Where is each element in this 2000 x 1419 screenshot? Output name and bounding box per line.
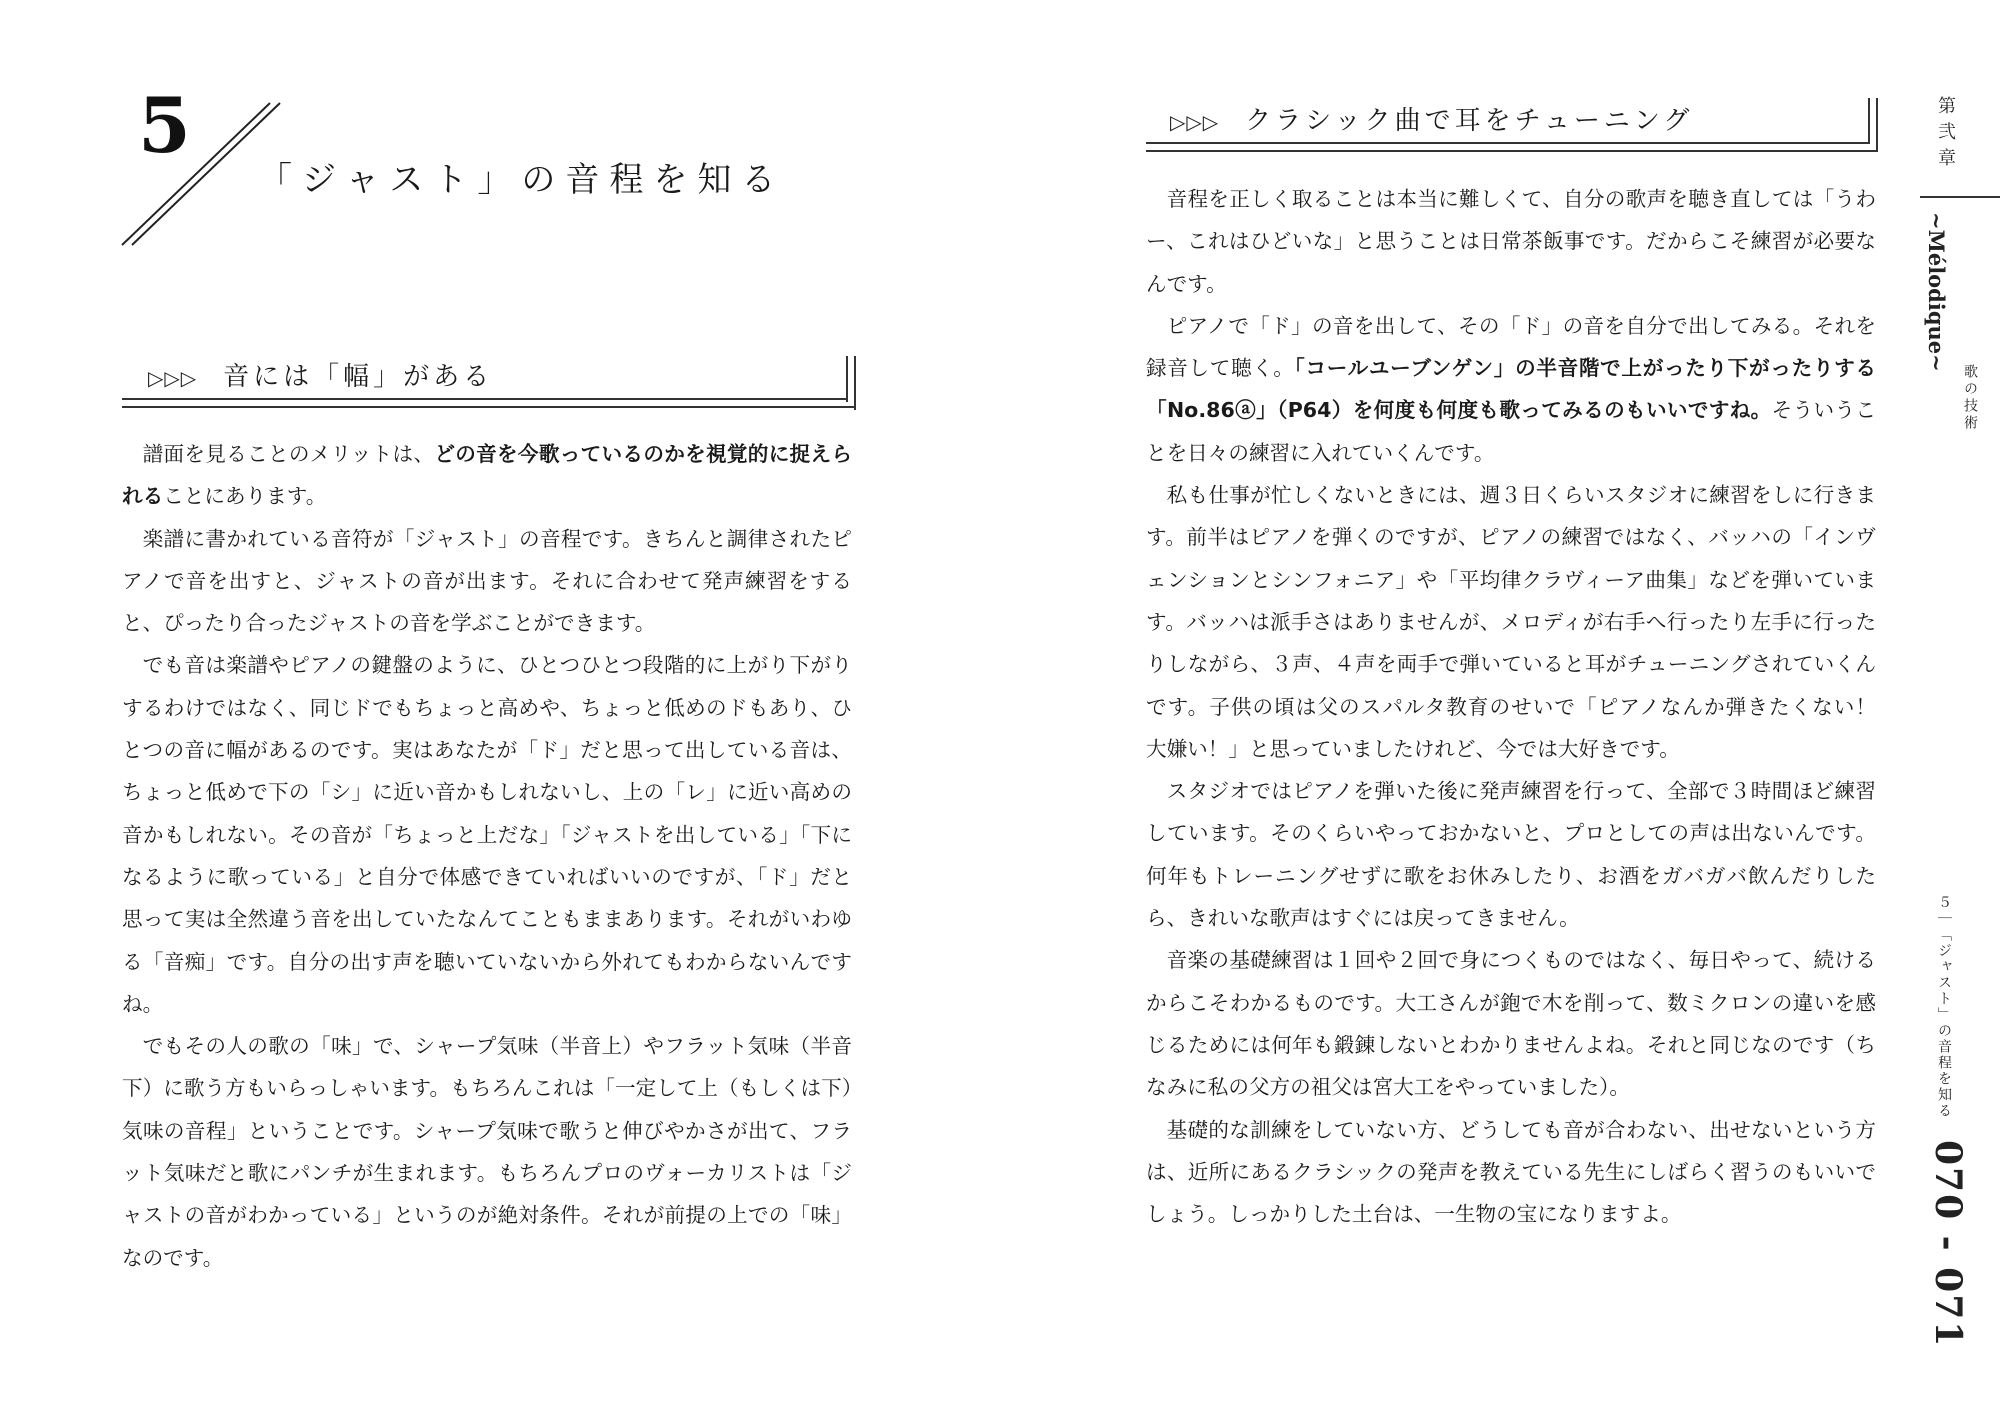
paragraph: 楽譜に書かれている音符が「ジャスト」の音程です。きちんと調律されたピアノで音を出すと、ジャストの音が出ます。それに合わせて発声練習をすると、ぴったり合ったジャストの音を学ぶことができます。 [122,526,852,636]
paragraph: 譜面を見ることのメリットは、どの音を今歌っているのかを視覚的に捉えられることにあります。 [122,442,852,509]
chapter-label: 第弐章 [1935,96,1956,174]
right-body-text [1146,178,1897,1235]
left-body-text [122,433,852,1279]
part-subtitle: ~Mélodique~ [1924,212,1949,372]
section-title: クラシック曲で耳をチューニング [1245,106,1694,136]
section-frame-line [1876,98,1878,152]
section-frame-line [846,356,848,402]
triple-arrow-icon: ▷▷▷ [148,366,198,390]
paragraph: スタジオではピアノを弾いた後に発声練習を行って、全部で３時間ほど練習しています。そのくらいやっておかないと、プロとしての声は出ないんです。何年もトレーニングせずに歌をお休みしたり、お酒をガバガバ飲んだりしたら、きれいな歌声はすぐには戻ってきません。 [1146,779,1876,931]
paragraph: 基礎的な訓練をしていない方、どうしても音が合わない、出せないという方は、近所にあるクラシックの発声を教えている先生にしばらく習うのもいいでしょう。しっかりした土台は、一生物の宝になりますよ。 [1146,1117,1876,1227]
section-frame-line [122,398,848,400]
page-numbers: 070 - 071 [1927,1140,1969,1349]
running-section-title: ５｜「ジャスト」の音程を知る [1936,895,1952,1119]
paragraph: 音程を正しく取ることは本当に難しくて、自分の歌声を聴き直しては「うわー、これはひどいな」と思うことは日常茶飯事です。だからこそ練習が必要なんです。 [1146,187,1876,296]
chapter-title: 「ジャスト」の音程を知る [258,160,786,200]
paragraph: 音楽の基礎練習は１回や２回で身につくものではなく、毎日やって、続けるからこそわかるものです。大工さんが鉋で木を削って、数ミクロンの違いを感じるためには何年も鍛錬しないとわかりませんよね。それと同じなのです（ちなみに私の父方の祖父は宮大工をやっていました）。 [1146,948,1876,1100]
section-title: 音には「幅」がある [223,362,494,392]
chapter-number: 5 [138,81,191,170]
paragraph: 私も仕事が忙しくないときには、週３日くらいスタジオに練習をしに行きます。前半はピアノを弾くのですが、ピアノの練習ではなく、バッハの「インヴェンションとシンフォニア」や「平均律クラヴィーア曲集」などを弾いています。バッハは派手さはありませんが、メロディが右手へ行ったり左手に行ったりしながら、３声、４声を両手で弾いていると耳がチューニングされていくんです。子供の頃は父のスパルタ教育のせいで「ピアノなんか弾きたくない！ 大嫌い！」と思っていましたけれど、今では大好きです。 [1146,483,1897,761]
triple-arrow-icon: ▷▷▷ [1170,110,1220,134]
paragraph: ピアノで「ド」の音を出して、その「ド」の音を自分で出してみる。それを録音して聴く。「コールユーブンゲン」の半音階で上がったり下がったりする「No.86ⓐ」（P64）を何度も何度も歌ってみるのもいいですね。そういうことを日々の練習に入れていくんです。 [1146,313,1876,465]
section-frame-line [1146,142,1870,144]
paragraph: でも音は楽譜やピアノの鍵盤のように、ひとつひとつ段階的に上がり下がりするわけではなく、同じドでもちょっと高めや、ちょっと低めのドもあり、ひとつの音に幅があるのです。実はあなたが「ド」だと思って出している音は、ちょっと低めで下の「シ」に近い音かもしれないし、上の「レ」に近い高めの音かもしれない。その音が「ちょっと上だな」「ジャストを出している」「下になるように歌っている」と自分で体感できていればいいのですが、「ド」だと思って実は全然違う音を出していたなんてこともままあります。それがいわゆる「音痴」です。自分の出す声を聴いていないから外れてもわからないんですね。 [122,653,852,1016]
part-subtitle-jp: 歌の技術 [1962,364,1978,432]
margin-divider [1920,196,2000,198]
section-frame-line [1868,98,1870,144]
section-frame-line [854,356,856,410]
section-frame-line [122,406,856,408]
right-section-heading [1170,100,1693,137]
section-frame-line [1146,150,1878,152]
left-section-heading [148,356,493,393]
paragraph: でもその人の歌の「味」で、シャープ気味（半音上）やフラット気味（半音下）に歌う方もいらっしゃいます。もちろんこれは「一定して上（もしくは下）気味の音程」ということです。シャープ気味で歌うと伸びやかさが出て、フラット気味だと歌にパンチが生まれます。もちろんプロのヴォーカリストは「ジャストの音がわかっている」というのが絶対条件。それが前提の上での「味」なのです。 [122,1034,852,1270]
